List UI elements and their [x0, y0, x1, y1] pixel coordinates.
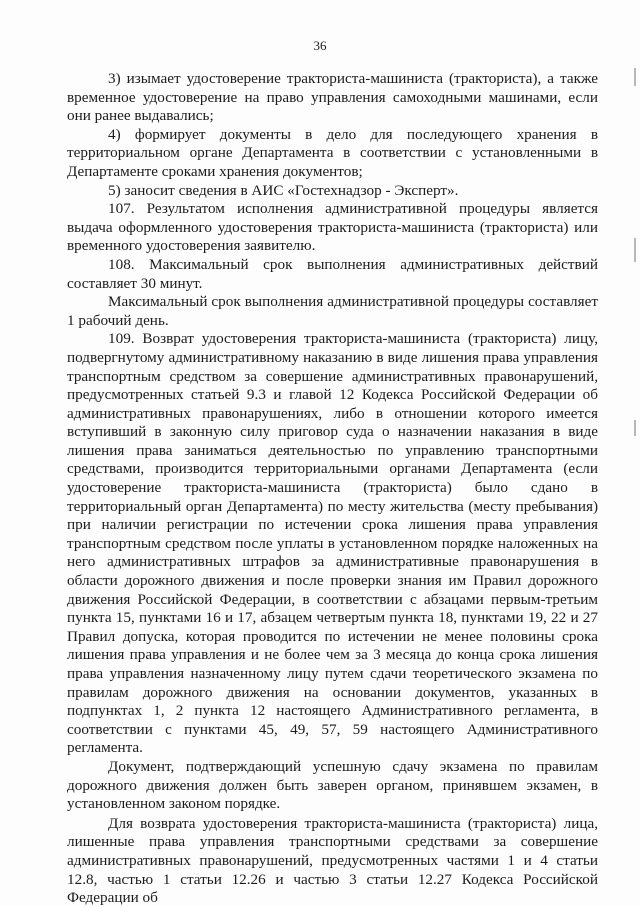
paragraph-item-5: 5) заносит сведения в АИС «Гостехнадзор - Эксперт». [108, 181, 459, 199]
paragraph-109: 109. Возврат удостоверения тракториста-машиниста (тракториста) лицу, подвергнутому административному наказанию в виде лишения права управления транспортным средством за совершение административных правонарушений, предусмотренных статьей 9.3 и главой 12 Кодекса Российской Федерации об административных правонарушениях, либо в отношении которого имеется вступивший в законную силу приговор суда о назначении наказания в виде лишения права заниматься деятельностью по управлению транспортными средствами, производится территориальными органами Департамента (если удостоверение тракториста-машиниста (тракториста) было сдано в территориальный орган Департамента) по месту жительства (месту пребывания) при наличии регистрации по истечении срока лишения права управления транспортным средством после уплаты в установленном порядке наложенных на него административных штрафов за административные правонарушения в области дорожного движения и после проверки знания им Правил дорожного движения Российской Федерации, в соответствии с абзацами первым-третьим пункта 15, пунктами 16 и 17, абзацем четвертым пункта 18, пунктами 19, 22 и 27 Правил допуска, которая проводится по истечении не менее половины срока лишения права управления и не более чем за 3 месяца до конца срока лишения права управления назначенному лицу путем сдачи теоретического экзамена по правилам дорожного движения на основании документов, указанных в подпунктах 1, 2 пункта 12 настоящего Административного регламента, в соответствии с пунктами 45, 49, 57, 59 настоящего Административного регламента. [67, 330, 598, 757]
scan-edge-mark [634, 238, 636, 262]
paragraph-item-3: 3) изымает удостоверение тракториста-машиниста (тракториста), а также временное удостоверение на право управления самоходными машинами, если они ранее выдавались; [67, 70, 598, 125]
scan-edge-mark [634, 68, 636, 86]
page-number: 36 [313, 38, 327, 53]
paragraph-108: 108. Максимальный срок выполнения административных действий составляет 30 минут. [67, 255, 598, 292]
paragraph-return-conditions: Для возврата удостоверения тракториста-машиниста (тракториста) лица, лишенные права управления транспортными средствами за совершение административных правонарушений, предусмотренных частями 1 и 4 статьи 12.8, частью 1 статьи 12.26 и частью 3 статьи 12.27 Кодекса Российской Федерации об [67, 814, 598, 907]
body-text [67, 70, 598, 908]
paragraph-107: 107. Результатом исполнения административной процедуры является выдача оформленного удостоверения тракториста-машиниста (тракториста) или временного удостоверения заявителю. [67, 200, 598, 255]
paragraph-max-term: Максимальный срок выполнения административной процедуры составляет 1 рабочий день. [67, 293, 598, 329]
scan-edge-mark [634, 420, 636, 436]
paragraph-item-4: 4) формирует документы в дело для последующего хранения в территориальном органе Департамента в соответствии с установленными в Департаменте сроками хранения документов; [67, 125, 598, 180]
paragraph-exam-document: Документ, подтверждающий успешную сдачу экзамена по правилам дорожного движения должен быть заверен органом, принявшем экзамен, в установленном законом порядке. [67, 757, 598, 813]
